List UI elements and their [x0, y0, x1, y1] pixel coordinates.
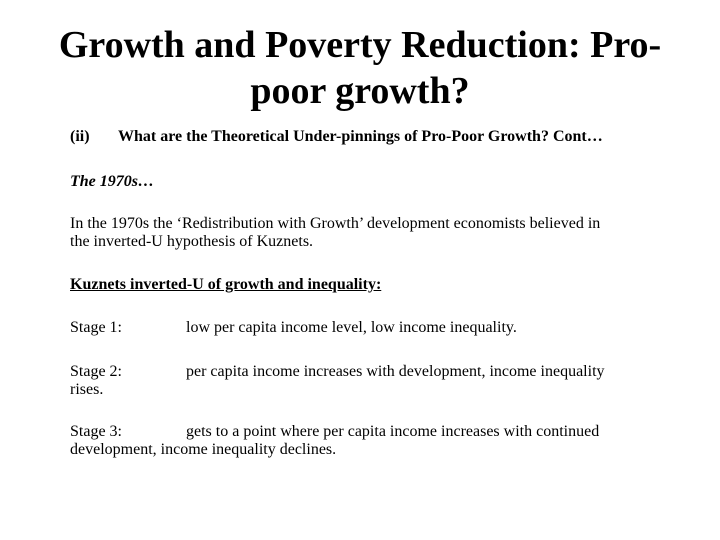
stage-2-text: per capita income increases with development, income inequality	[186, 363, 605, 380]
stage-1-row	[70, 319, 690, 337]
kuznets-heading: Kuznets inverted-U of growth and inequality:	[70, 276, 382, 293]
stage-2-label: Stage 2:	[70, 363, 122, 380]
stage-3-text: gets to a point where per capita income increases with continued	[186, 423, 600, 440]
slide-title-line-1: Growth and Poverty Reduction: Pro-	[58, 24, 662, 66]
stage-1	[70, 319, 690, 337]
stage-1-label: Stage 1:	[70, 319, 122, 336]
intro-paragraph-line-1: In the 1970s the ‘Redistribution with Growth’ development economists believed in	[70, 215, 601, 232]
subheading-text: What are the Theoretical Under-pinnings of Pro-Poor Growth? Cont…	[118, 128, 603, 145]
stage-2	[70, 363, 690, 399]
stage-2-row	[70, 363, 690, 381]
subheading-number: (ii)	[70, 128, 90, 145]
intro-paragraph	[70, 215, 685, 251]
stage-3-continuation: development, income inequality declines.	[70, 441, 337, 458]
slide-title-line-2: poor growth?	[250, 70, 470, 112]
slide-title	[20, 22, 700, 114]
stage-3	[70, 423, 690, 459]
stage-3-label: Stage 3:	[70, 423, 122, 440]
subheading	[70, 127, 710, 147]
section-label: The 1970s…	[70, 173, 154, 190]
stage-2-continuation: rises.	[70, 381, 104, 398]
intro-paragraph-line-2: the inverted-U hypothesis of Kuznets.	[70, 233, 314, 250]
stage-1-text: low per capita income level, low income inequality.	[186, 319, 517, 336]
stage-3-row	[70, 423, 690, 441]
